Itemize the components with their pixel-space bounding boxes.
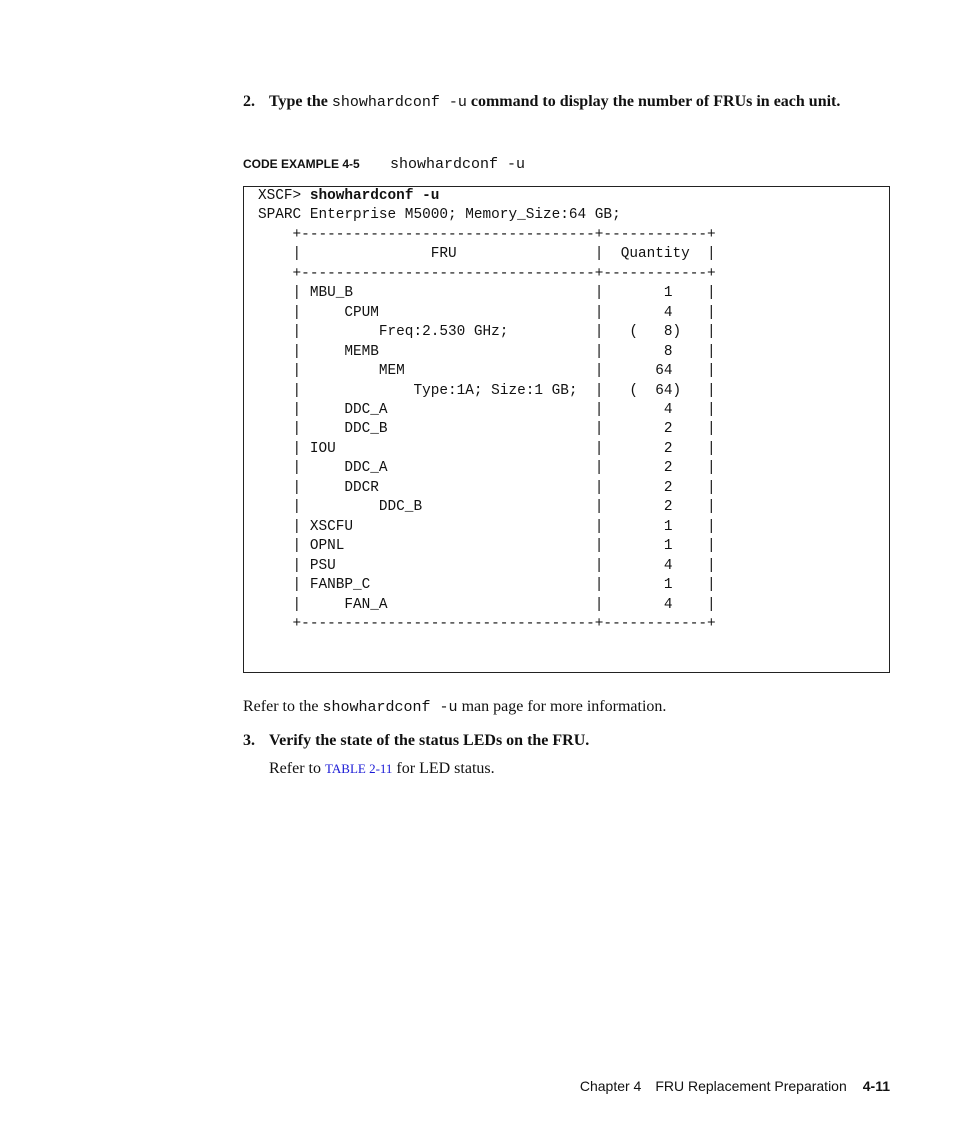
refer-table-paragraph <box>269 759 495 779</box>
command: showhardconf -u <box>309 188 440 204</box>
text: for LED status. <box>392 760 495 777</box>
step-2 <box>243 92 893 112</box>
code-example-caption: CODE EXAMPLE 4-5 <box>243 157 360 171</box>
step-number: 3. <box>243 732 255 749</box>
footer-title: FRU Replacement Preparation <box>655 1078 847 1094</box>
text: Refer to <box>269 760 325 777</box>
step-3 <box>243 731 893 751</box>
inline-command: showhardconf -u <box>331 94 467 111</box>
inline-command: showhardconf -u <box>322 699 458 716</box>
code-example-box <box>243 186 890 673</box>
text: man page for more information. <box>457 698 667 715</box>
page-number: 4-11 <box>862 1078 890 1094</box>
step-text: command to display the number of FRUs in each unit. <box>466 93 841 110</box>
page-footer <box>580 1078 890 1094</box>
step-text: Verify the state of the status LEDs on the FRU. <box>269 732 590 749</box>
footer-chapter: Chapter 4 <box>579 1078 642 1094</box>
prompt: XSCF> <box>258 188 310 204</box>
code-output: SPARC Enterprise M5000; Memory_Size:64 GB; +----------------------------------+------------+ | FRU | Quantity | +----------------------------------+------------+ | MBU_B | 1 | | CPUM | 4 | | Freq:2.530 GHz; | ( 8) | | MEMB | 8 | | MEM | 64 | | Type:1A; Size:1 GB; | ( 64) | | DDC_A | 4 | | DDC_B | 2 | | IOU | 2 | | DDC_A | 2 | | DDCR | 2 | | DDC_B | 2 | | XSCFU | 1 | | OPNL | 1 | | PSU | 4 | | FANBP_C | 1 | | FAN_A | 4 | +----------------------------------+------------+ <box>258 207 716 632</box>
refer-man-paragraph <box>243 697 666 718</box>
table-link[interactable]: TABLE 2-11 <box>324 761 393 776</box>
code-listing <box>258 187 716 634</box>
step-text: Type the <box>269 93 332 110</box>
step-number: 2. <box>243 93 255 110</box>
text: Refer to the <box>243 698 323 715</box>
caption-command: showhardconf -u <box>390 156 526 173</box>
